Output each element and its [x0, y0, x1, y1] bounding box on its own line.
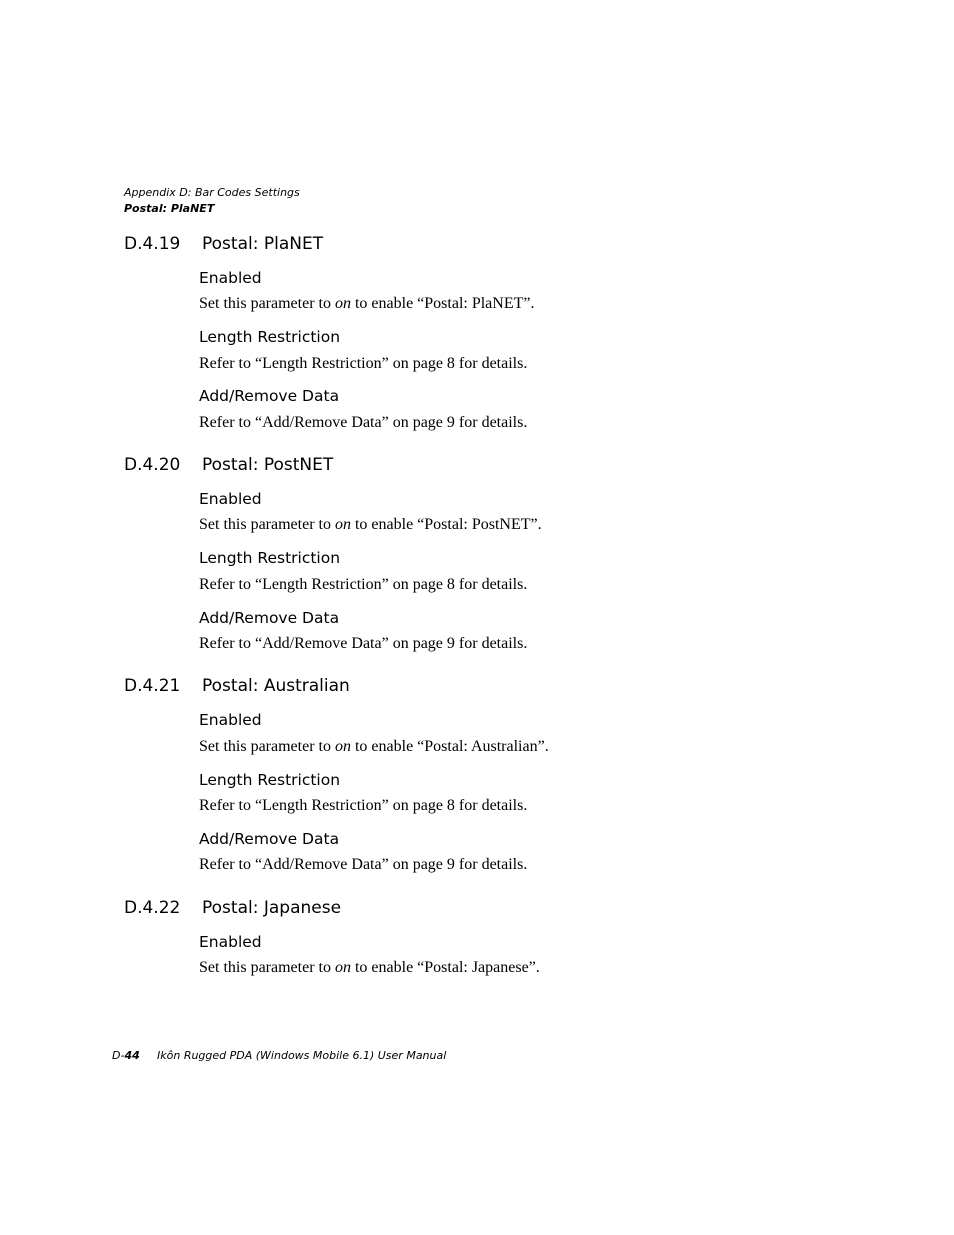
param-heading-enabled: Enabled	[199, 269, 262, 287]
param-heading-enabled: Enabled	[199, 933, 262, 951]
param-description: Refer to “Add/Remove Data” on page 9 for details.	[199, 414, 528, 431]
param-heading-length-restriction: Length Restriction	[199, 771, 341, 789]
page-number: D-44	[112, 1049, 140, 1062]
section-heading	[124, 675, 350, 697]
section-number: D.4.22	[124, 898, 181, 918]
section-number: D.4.21	[124, 676, 181, 696]
param-heading-length-restriction: Length Restriction	[199, 328, 341, 346]
manual-title: Ikôn Rugged PDA (Windows Mobile 6.1) User Manual	[157, 1049, 447, 1062]
page-footer	[112, 1048, 446, 1064]
param-description: Set this parameter to on to enable “Postal: PostNET”.	[199, 516, 542, 533]
param-description: Set this parameter to on to enable “Postal: Japanese”.	[199, 959, 540, 976]
param-description: Set this parameter to on to enable “Postal: Australian”.	[199, 738, 549, 755]
param-description: Set this parameter to on to enable “Postal: PlaNET”.	[199, 295, 535, 312]
section-heading	[124, 897, 341, 919]
param-heading-enabled: Enabled	[199, 711, 262, 729]
section-title: Postal: PlaNET	[202, 234, 324, 254]
param-heading-add-remove-data: Add/Remove Data	[199, 387, 340, 405]
param-heading-add-remove-data: Add/Remove Data	[199, 609, 340, 627]
running-header	[124, 185, 300, 217]
section-number: D.4.19	[124, 234, 181, 254]
param-description: Refer to “Add/Remove Data” on page 9 for details.	[199, 856, 528, 873]
section-title: Postal: Australian	[202, 676, 350, 696]
param-heading-enabled: Enabled	[199, 490, 262, 508]
param-description: Refer to “Length Restriction” on page 8 for details.	[199, 797, 528, 814]
param-description: Refer to “Add/Remove Data” on page 9 for details.	[199, 635, 528, 652]
section-heading	[124, 454, 333, 476]
param-description: Refer to “Length Restriction” on page 8 for details.	[199, 576, 528, 593]
section-number: D.4.20	[124, 455, 181, 475]
section-subtitle: Postal: PlaNET	[124, 202, 215, 215]
section-heading	[124, 233, 323, 255]
chapter-title: Appendix D: Bar Codes Settings	[124, 186, 300, 199]
section-title: Postal: Japanese	[202, 898, 342, 918]
param-description: Refer to “Length Restriction” on page 8 for details.	[199, 355, 528, 372]
param-heading-add-remove-data: Add/Remove Data	[199, 830, 340, 848]
section-title: Postal: PostNET	[202, 455, 334, 475]
param-heading-length-restriction: Length Restriction	[199, 549, 341, 567]
